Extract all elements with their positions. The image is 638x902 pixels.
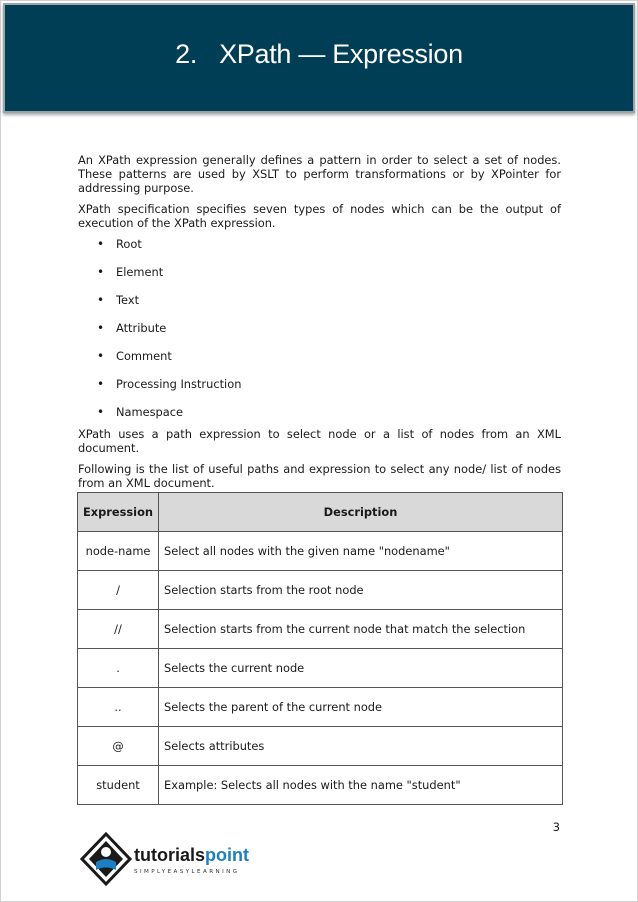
bullet-icon: • [97, 237, 105, 251]
tutorialspoint-logo [80, 832, 280, 888]
expression-cell: . [78, 649, 159, 688]
main-content [78, 153, 561, 497]
intro-paragraph: An XPath expression generally defines a pattern in order to select a set of nodes. These patterns are used by XSLT to perform transformations or by XPointer for addressing purpose. [78, 153, 561, 195]
description-cell: Select all nodes with the given name "nodename" [159, 532, 563, 571]
table-row [78, 571, 563, 610]
chapter-banner [3, 3, 635, 113]
table-row [78, 610, 563, 649]
bullet-icon: • [97, 377, 105, 391]
node-types-list [78, 237, 561, 427]
node-types-paragraph: XPath specification specifies seven types of nodes which can be the output of execution of the XPath expression. [78, 202, 561, 230]
table-row [78, 532, 563, 571]
chapter-heading [5, 39, 633, 70]
table-header-row [78, 493, 563, 532]
logo-text: tutorialspoint [134, 845, 249, 865]
bullet-icon: • [97, 265, 105, 279]
chapter-number: 2. [175, 39, 198, 69]
list-item: • Attribute [97, 321, 167, 335]
description-cell: Selects attributes [159, 727, 563, 766]
expression-cell: // [78, 610, 159, 649]
table-row [78, 649, 563, 688]
page-number: 3 [552, 820, 560, 834]
description-cell: Selects the parent of the current node [159, 688, 563, 727]
column-header-expression: Expression [78, 493, 159, 532]
table-row [78, 766, 563, 805]
table-row [78, 688, 563, 727]
path-expression-paragraph: XPath uses a path expression to select node or a list of nodes from an XML document. [78, 427, 561, 455]
description-cell: Selection starts from the current node that match the selection [159, 610, 563, 649]
description-cell: Example: Selects all nodes with the name "student" [159, 766, 563, 805]
table-row [78, 727, 563, 766]
bullet-icon: • [97, 321, 105, 335]
expression-cell: student [78, 766, 159, 805]
expression-cell: node-name [78, 532, 159, 571]
description-cell: Selection starts from the root node [159, 571, 563, 610]
logo-tagline: SIMPLYEASYLEARNING [134, 869, 240, 875]
bullet-icon: • [97, 405, 105, 419]
logo-emblem-icon [82, 834, 130, 884]
column-header-description: Description [159, 493, 563, 532]
expression-cell: .. [78, 688, 159, 727]
xpath-expressions-table [77, 492, 563, 805]
list-item: • Namespace [97, 405, 184, 419]
list-item: • Processing Instruction [97, 377, 242, 391]
chapter-title: XPath — Expression [219, 39, 463, 69]
expression-cell: @ [78, 727, 159, 766]
list-item: • Comment [97, 349, 172, 363]
expression-cell: / [78, 571, 159, 610]
description-cell: Selects the current node [159, 649, 563, 688]
list-item: • Text [97, 293, 140, 307]
bullet-icon: • [97, 349, 105, 363]
list-item: • Root [97, 237, 142, 251]
list-item: • Element [97, 265, 164, 279]
paths-list-paragraph: Following is the list of useful paths and expression to select any node/ list of nodes from an XML document. [78, 462, 561, 490]
bullet-icon: • [97, 293, 105, 307]
